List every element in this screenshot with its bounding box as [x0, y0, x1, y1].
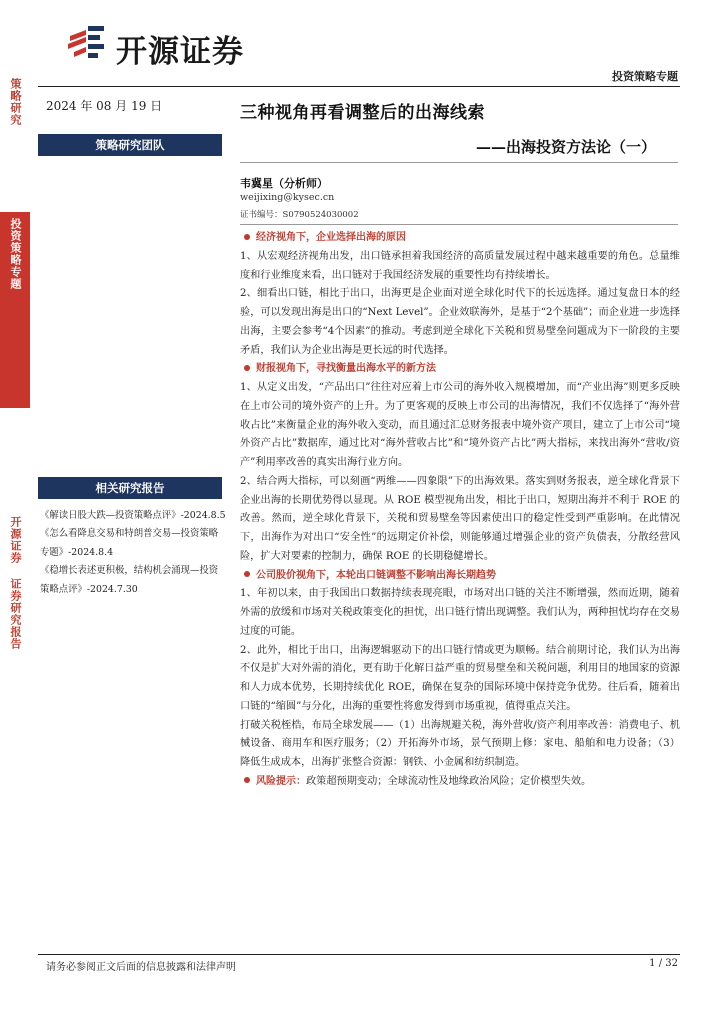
side-tab-report: 开源证券 证券研究报告: [0, 510, 30, 660]
footer-disclaimer: 请务必参阅正文后面的信息披露和法律声明: [46, 962, 236, 973]
related-reports-label: 相关研究报告: [38, 477, 222, 499]
author-divider: [240, 224, 678, 225]
bullet-icon: [244, 777, 250, 783]
kysec-logo-icon: [64, 22, 108, 66]
logo-wordmark: 开源证券: [116, 34, 244, 70]
related-report-item[interactable]: 《稳增长表述更积极，结构机会涌现—投资策略点评》-2024.7.30: [40, 565, 219, 595]
side-tab-strategy: 策略研究: [0, 72, 30, 207]
page-subtitle: ——出海投资方法论（一）: [476, 138, 657, 156]
body-paragraph: 2、此外，相比于出口，出海逻辑驱动下的出口链行情或更为顺畅。结合前期讨论，我们认为出海不仅是扩大对外需的消化，更有助于化解日益严重的贸易壁垒和关税问题，利用目的地国家的资源和人力成本优势，长期持续优化 ROE，确保在复杂的国际环境中保持竞争优势。往后看，随着出口链的“缩圆”与分化，出海的重要性将愈发得到市场重视，值得重点关注。: [240, 644, 680, 712]
side-tab-special: 投资策略专题: [0, 212, 30, 408]
body-paragraph: 2、结合两大指标，可以刻画“两维——四象限”下的出海效果。落实到财务报表，逆全球化背景下企业出海的长期优势得以显现。从 ROE 模型视角出发，相比于出口，短期出海并不利于 ROE 的改善。然而，逆全球化背景下，关税和贸易壁垒等因素使出口的稳定性受到严重影响。在此情况下，出海作为对出口“安全性”的远期定价补偿，则能够通过增强企业的资产负债表，分散经营风险，扩大对要素的控制力，确保 ROE 的长期稳健增长。: [240, 475, 680, 562]
risk-warning: 风险提示：政策超预期变动；全球流动性及地缘政治风险；定价模型失效。: [240, 773, 680, 792]
body-paragraph: 2、细看出口链，相比于出口，出海更是企业面对逆全球化时代下的长远选择。通过复盘日本的经验，可以发现出海是出口的“Next Level”。企业效联海外，是基于“2个基础”；而企业进一步选择出海，主要会参考“4个因素”的推动。考虑到逆全球化下关税和贸易壁垒问题成为下一阶段的主要矛盾，我们认为企业出海是更长远的时代选择。: [240, 288, 680, 356]
body-paragraph: 打破关税桎梏，布局全球发展——（1）出海规避关税，海外营收/资产利用率改善：消费电子、机械设备、商用车和医疗服务；（2）开拓海外市场，景气预期上修：家电、船舶和电力设备；（3）降低生成成本，出海扩张整合资源：钢铁、小金属和纺织制造。: [240, 719, 680, 768]
kysec-logo: [64, 22, 284, 68]
title-divider: [240, 162, 678, 163]
header-divider: [38, 86, 680, 87]
related-report-item[interactable]: 《怎么看降息交易和特朗普交易—投资策略专题》-2024.8.4: [40, 528, 219, 558]
page-title: 三种视角再看调整后的出海线索: [240, 103, 485, 123]
section-heading: 公司股价视角下，本轮出口链调整不影响出海长期趋势: [240, 567, 680, 586]
author-email[interactable]: weijixing@kysec.cn: [240, 192, 335, 203]
report-date: 2024 年 08 月 19 日: [46, 99, 163, 113]
body-paragraph: 1、年初以来，由于我国出口数据持续表现亮眼，市场对出口链的关注不断增强，然而近期，随着外需的放缓和市场对关税政策变化的担忧，出口链行情出现调整。我们认为，两种担忧均存在交易过度的可能。: [240, 588, 680, 637]
report-body: [240, 229, 680, 792]
report-type: 投资策略专题: [612, 70, 678, 83]
author-name: 韦冀星（分析师）: [240, 177, 328, 190]
footer-divider: [38, 954, 680, 955]
related-reports-list: [40, 507, 226, 599]
page-number: 1 / 32: [649, 958, 678, 969]
section-heading: 财报视角下，寻找衡量出海水平的新方法: [240, 360, 680, 379]
bullet-icon: [244, 571, 250, 577]
body-paragraph: 1、从宏观经济视角出发，出口链承担着我国经济的高质量发展过程中越来越重要的角色。总量维度和行业维度来看，出口链对于我国经济发展的重要性均有持续增长。: [240, 250, 680, 281]
certificate-number: 证书编号：S0790524030002: [240, 210, 359, 220]
bullet-icon: [244, 365, 250, 371]
bullet-icon: [244, 234, 250, 240]
team-label: 策略研究团队: [38, 134, 222, 156]
related-report-item[interactable]: 《解读日股大跌—投资策略点评》-2024.8.5: [40, 510, 226, 521]
section-heading: 经济视角下，企业选择出海的原因: [240, 229, 680, 248]
body-paragraph: 1、从定义出发，“产品出口”往往对应着上市公司的海外收入规模增加，而“产业出海”则更多反映在上市公司的境外资产的上升。为了更客观的反映上市公司的出海情况，我们不仅选择了“海外营收占比”来衡量企业的海外收入变动，而且通过汇总财务报表中境外资产项目，建立了上市公司“境外资产占比”数据库，通过比对“海外营收占比”和“境外资产占比”两大指标，来找出海外“营收/资产”利用率改善的真实出海行业方向。: [240, 382, 680, 468]
